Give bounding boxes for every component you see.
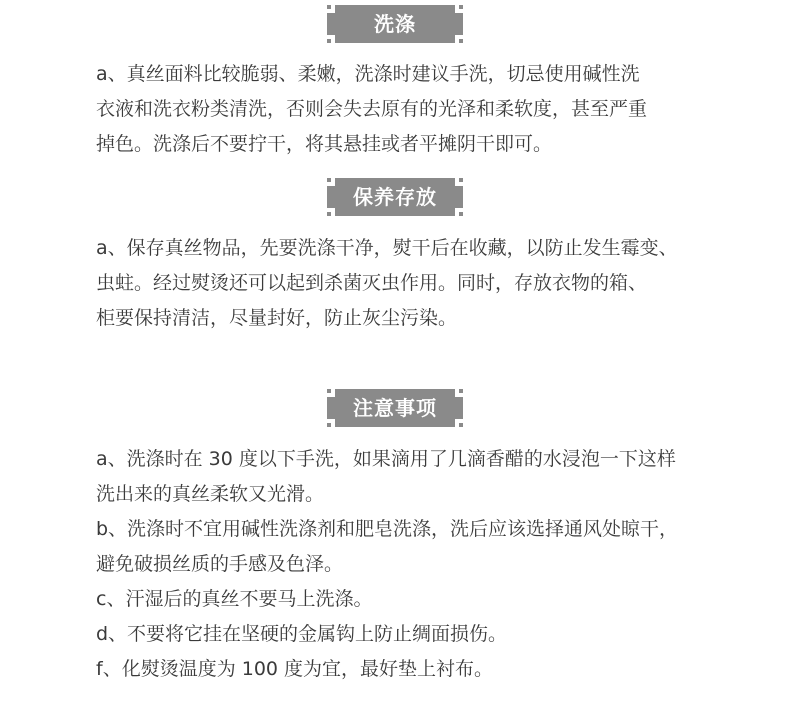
section-body-storage <box>96 231 716 336</box>
paragraph-line: 掉色。洗涤后不要拧干，将其悬挂或者平摊阴干即可。 <box>96 133 553 155</box>
section-title-washing <box>327 5 463 43</box>
paragraph-line: 柜要保持清洁，尽量封好，防止灰尘污染。 <box>96 307 458 329</box>
section-title-text: 洗涤 <box>374 12 416 36</box>
paragraph-line: d、不要将它挂在坚硬的金属钩上防止绸面损伤。 <box>96 623 508 645</box>
paragraph-line: 衣液和洗衣粉类清洗，否则会失去原有的光泽和柔软度，甚至严重 <box>96 98 648 120</box>
section-title-text: 保养存放 <box>353 185 437 209</box>
paragraph-line: a、真丝面料比较脆弱、柔嫩，洗涤时建议手洗，切忌使用碱性洗 <box>96 63 640 85</box>
section-body-notes <box>96 442 716 687</box>
paragraph-line: b、洗涤时不宜用碱性洗涤剂和肥皂洗涤，洗后应该选择通风处晾干， <box>96 518 679 540</box>
section-body-washing <box>96 57 716 162</box>
section-title-notes <box>327 389 463 427</box>
section-title-storage <box>327 178 463 216</box>
paragraph-line: c、汗湿后的真丝不要马上洗涤。 <box>96 588 373 610</box>
paragraph-line: 洗出来的真丝柔软又光滑。 <box>96 483 325 505</box>
paragraph-line: 虫蛀。经过熨烫还可以起到杀菌灭虫作用。同时，存放衣物的箱、 <box>96 272 648 294</box>
paragraph-line: f、化熨烫温度为 100 度为宜，最好垫上衬布。 <box>96 658 494 680</box>
paragraph-line: 避免破损丝质的手感及色泽。 <box>96 553 344 575</box>
paragraph-line: a、保存真丝物品，先要洗涤干净，熨干后在收藏，以防止发生霉变、 <box>96 237 678 259</box>
paragraph-line: a、洗涤时在 30 度以下手洗，如果滴用了几滴香醋的水浸泡一下这样 <box>96 448 676 470</box>
section-title-text: 注意事项 <box>353 396 437 420</box>
